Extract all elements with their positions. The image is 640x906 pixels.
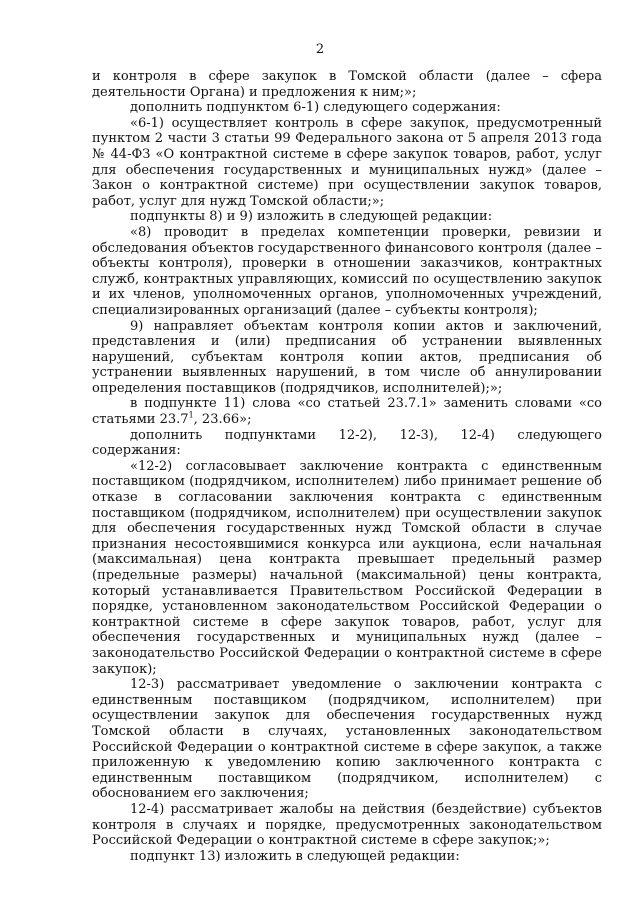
paragraph-7-text: в подпункте 11) слова «со статьей 23.7.1» заменить словами «со статьями 23.7 [92,396,602,428]
paragraph-11: 12-4) рассматривает жалобы на действия (бездействие) субъектов контроля в случаях и порядке, предусмотренных законодательством Российской Федерации о контрактной системе в сфере закупок;»; [92,801,602,849]
paragraph-8: дополнить подпунктами 12-2), 12-3), 12-4) следующего содержания: [92,427,602,459]
paragraph-10: 12-3) рассматривает уведомление о заключении контракта с единственным поставщиком (подрядчиком, исполнителем) при осуществлении закупок для обеспечения государственных нужд Томской области в случаях, установленных законодательством Российской Федерации о контрактной системе в сфере закупок, а также приложенную к уведомлению копию заключенного контракта с единственным поставщиком (подрядчиком, исполнителем) с обоснованием его заключения; [92,677,602,802]
paragraph-12: подпункт 13) изложить в следующей редакции: [130,848,460,864]
paragraph-5: «8) проводит в пределах компетенции проверки, ревизии и обследования объектов государственного финансового контроля (далее – объекты контроля), проверки в отношении заказчиков, контрактных служб, контрактных управляющих, комиссий по осуществлению закупок и их членов, уполномоченных органов, уполномоченных учреждений, специализированных организаций (далее – субъекты контроля); [92,224,602,318]
paragraph-2: дополнить подпунктом 6-1) следующего содержания: [130,100,501,116]
paragraph-1: и контроля в сфере закупок в Томской области (далее – сфера деятельности Органа) и предложения к ним;»; [92,69,602,100]
paragraph-4: подпункты 8) и 9) изложить в следующей редакции: [130,209,493,225]
paragraph-3: «6-1) осуществляет контроль в сфере закупок, предусмотренный пунктом 2 части 3 статьи 99 Федерального закона от 5 апреля 2013 года № 44-ФЗ «О контрактной системе в сфере закупок товаров, работ, услуг для обеспечения государственных и муниципальных нужд» (далее – Закон о контрактной системе) при осуществлении закупок товаров, работ, услуг для нужд Томской области;»; [92,115,602,209]
paragraph-9: «12-2) согласовывает заключение контракта с единственным поставщиком (подрядчиком, исполнителем) либо принимает решение об отказе в согласовании заключения контракта с единственным поставщиком (подрядчиком, исполнителем) при осуществлении закупок для обеспечения государственных нужд Томской области в случае признания несостоявшимися конкурса или аукциона, если начальная (максимальная) цена контракта превышает предельный размер (предельные размеры) начальной (максимальной) цены контракта, который устанавливается Правительством Российской Федерации в порядке, установленном законодательством Российской Федерации о контрактной системе в сфере закупок товаров, работ, услуг для обеспечения государственных и муниципальных нужд (далее – законодательство Российской Федерации о контрактной системе в сфере закупок); [92,458,602,677]
page-number: 2 [315,42,325,57]
superscript-1: 1 [188,410,194,420]
document-body [92,69,602,864]
paragraph-7 [92,396,602,427]
paragraph-6: 9) направляет объектам контроля копии актов и заключений, представления и (или) предписания об устранении выявленных нарушений, субъектам контроля копии актов, предписания об устранении выявленных нарушений, в том числе об аннулировании определения поставщиков (подрядчиков, исполнителей);»; [92,318,602,396]
paragraph-7-tail: , 23.66»; [193,412,252,428]
